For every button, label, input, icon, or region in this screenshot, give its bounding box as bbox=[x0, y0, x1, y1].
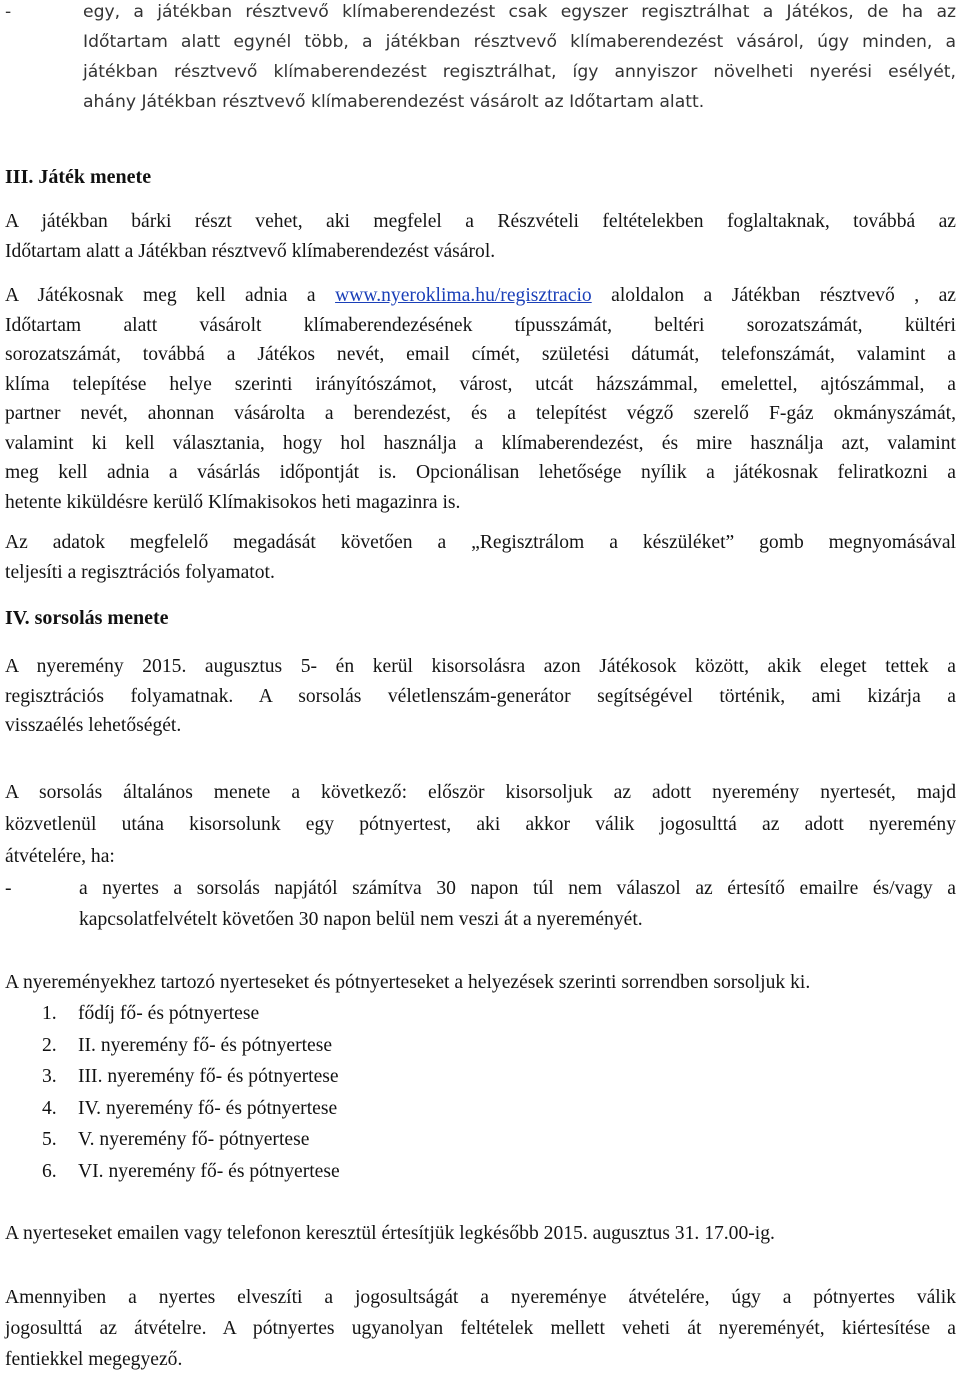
paragraph bbox=[5, 777, 956, 873]
paragraph bbox=[5, 652, 956, 741]
registration-link[interactable]: www.nyeroklima.hu/regisztracio bbox=[335, 285, 592, 306]
text-line: ahány Játékban résztvevő klímaberendezést vásárolt az Időtartam alatt. bbox=[83, 92, 705, 112]
paragraph bbox=[5, 207, 956, 266]
list-text: III. nyeremény fő- és pótnyertese bbox=[78, 1066, 339, 1088]
list-item bbox=[42, 1093, 340, 1125]
list-item bbox=[42, 1156, 340, 1188]
list-text: VI. nyeremény fő- és pótnyertese bbox=[78, 1160, 340, 1182]
text-line: Időtartam alatt egynél több, a játékban résztvevő klímaberendezést vásárol, úgy minden, a bbox=[83, 32, 956, 52]
text-line: átvételére, ha: bbox=[5, 846, 115, 867]
text-line: a nyertes a sorsolás napjától számítva 30 napon túl nem válaszol az értesítő emailre és/vagy a bbox=[79, 878, 956, 899]
text-line: Időtartam alatt a Játékban résztvevő klímaberendezést vásárol. bbox=[5, 240, 496, 262]
paragraph: A nyerteseket emailen vagy telefonon keresztül értesítjük legkésőbb 2015. augusztus 31. 17.00-ig. bbox=[5, 1223, 775, 1244]
list-number: 4. bbox=[42, 1097, 57, 1119]
list-item bbox=[42, 1030, 340, 1062]
text-line: játékban résztvevő klímaberendezést regisztrálhat, így annyiszor növelheti nyerési esélyét, bbox=[83, 62, 956, 82]
text-line: klíma telepítése helye szerinti irányítószámot, várost, utcát házszámmal, emelettel, ajtószámmal, a bbox=[5, 373, 956, 395]
paragraph bbox=[5, 281, 956, 517]
bullet-dash: - bbox=[5, 878, 12, 899]
text-line: partner nevét, ahonnan vásárolta a berendezést, és a telepítést végző szerelő F-gáz okmányszámát, bbox=[5, 403, 956, 424]
text-line: A sorsolás általános menete a következő: először kisorsoljuk az adott nyeremény nyertesét, majd bbox=[5, 782, 956, 803]
condition-bullet bbox=[5, 873, 956, 935]
text-span: aloldalon a Játékban résztvevő , az bbox=[591, 285, 956, 306]
text-line: A játékban bárki részt vehet, aki megfelel a Részvételi feltételekben foglaltaknak, továbbá az bbox=[5, 211, 956, 232]
paragraph bbox=[5, 528, 956, 587]
list-number: 2. bbox=[42, 1034, 57, 1056]
list-text: fődíj fő- és pótnyertese bbox=[78, 1003, 260, 1024]
list-number: 3. bbox=[42, 1066, 57, 1088]
paragraph: A nyereményekhez tartozó nyerteseket és pótnyerteseket a helyezések szerinti sorrendben sorsoljuk ki. bbox=[5, 972, 811, 993]
list-number: 1. bbox=[42, 1003, 57, 1024]
text-line: Amennyiben a nyertes elveszíti a jogosultságát a nyereménye átvételére, úgy a pótnyertes válik bbox=[5, 1287, 956, 1308]
text-line: fentiekkel megegyező. bbox=[5, 1349, 183, 1370]
list-text: IV. nyeremény fő- és pótnyertese bbox=[78, 1097, 338, 1119]
list-number: 5. bbox=[42, 1129, 57, 1151]
list-item bbox=[42, 998, 340, 1030]
text-line: teljesíti a regisztrációs folyamatot. bbox=[5, 561, 275, 583]
text-line: kapcsolatfelvételt követően 30 napon belül nem veszi át a nyereményét. bbox=[79, 909, 643, 930]
section-heading-4: IV. sorsolás menete bbox=[5, 607, 169, 629]
list-text: II. nyeremény fő- és pótnyertese bbox=[78, 1034, 333, 1056]
text-line: sorozatszámát, továbbá a Játékos nevét, email címét, születési dátumát, telefonszámát, valamint a bbox=[5, 344, 956, 365]
text-line: meg kell adnia a vásárlás időpontját is. Opcionálisan lehetősége nyílik a játékosnak feliratkozni a bbox=[5, 462, 956, 483]
text-line: hetente kiküldésre kerülő Klímakisokos heti magazinra is. bbox=[5, 491, 461, 513]
text-line: A nyeremény 2015. augusztus 5- én kerül kisorsolásra azon Játékosok között, akik eleget tettek a bbox=[5, 656, 956, 677]
text-line: visszaélés lehetőségét. bbox=[5, 715, 182, 736]
text-line: valamint ki kell választania, hogy hol használja a klímaberendezést, és mire használja azt, valamint bbox=[5, 432, 956, 454]
text-line: Időtartam alatt vásárolt klímaberendezésének típusszámát, beltéri sorozatszámát, kültéri bbox=[5, 314, 956, 336]
text-line bbox=[5, 281, 956, 311]
text-line: jogosulttá az átvételre. A pótnyertes ugyanolyan feltételek mellett veheti át nyereményét, kiértesítése a bbox=[5, 1318, 956, 1339]
text-line: közvetlenül utána kisorsolunk egy pótnyertest, aki akkor válik jogosulttá az adott nyeremény bbox=[5, 814, 956, 835]
prize-list bbox=[42, 998, 340, 1188]
intro-bullet bbox=[5, 0, 956, 117]
text-span: A Játékosnak meg kell adnia a bbox=[5, 285, 336, 306]
list-number: 6. bbox=[42, 1160, 57, 1182]
list-item bbox=[42, 1061, 340, 1093]
paragraph bbox=[5, 1282, 956, 1375]
text-line: regisztrációs folyamatnak. A sorsolás véletlenszám-generátor segítségével történik, ami kizárja a bbox=[5, 685, 956, 707]
list-item bbox=[42, 1124, 340, 1156]
text-line: egy, a játékban résztvevő klímaberendezést csak egyszer regisztrálhat a Játékos, de ha az bbox=[83, 2, 956, 22]
section-heading-3: III. Játék menete bbox=[5, 166, 152, 188]
bullet-dash: - bbox=[5, 2, 12, 22]
list-text: V. nyeremény fő- pótnyertese bbox=[78, 1129, 310, 1151]
text-line: Az adatok megfelelő megadását követően a „Regisztrálom a készüléket” gomb megnyomásával bbox=[5, 532, 956, 553]
